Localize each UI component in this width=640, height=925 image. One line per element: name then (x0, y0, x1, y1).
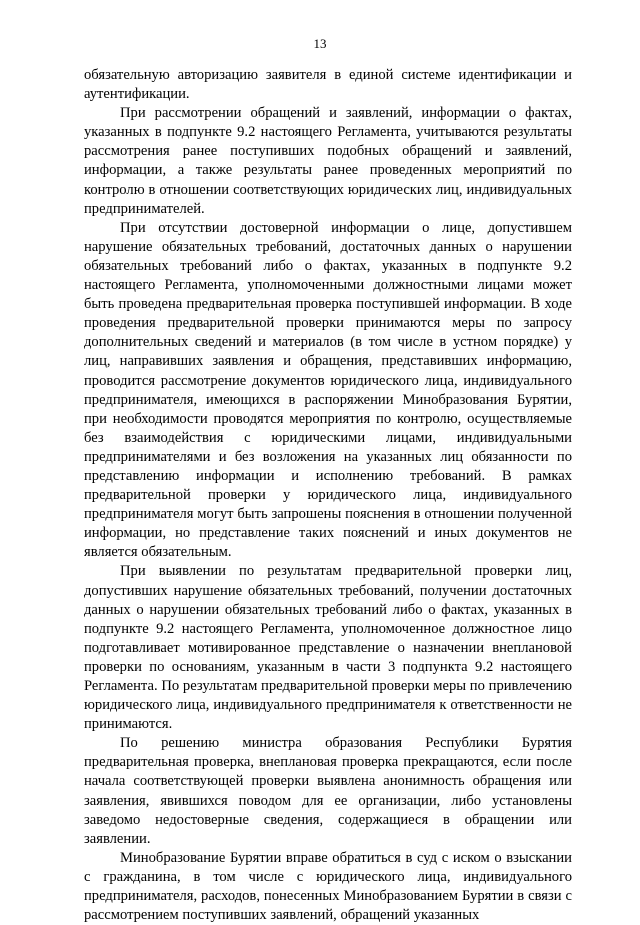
paragraph-continuation: обязательную авторизацию заявителя в единой системе идентификации и аутентификации. (84, 67, 572, 103)
page-number: 13 (313, 36, 327, 51)
body-text (84, 66, 572, 925)
paragraph: Минобразование Бурятии вправе обратиться в суд с иском о взыскании с гражданина, в том числе с юридического лица, индивидуального предпринимателя, расходов, понесенных Минобразованием Бурятии в связи с рассмотрением поступивших заявлений, обращений указанных (84, 849, 572, 924)
paragraph: При рассмотрении обращений и заявлений, информации о фактах, указанных в подпункте 9.2 настоящего Регламента, учитываются результаты рассмотрения ранее поступивших подобных обращений и заявлений, информации, а также результаты ранее проведенных мероприятий по контролю в отношении соответствующих юридических лиц, индивидуальных предпринимателей. (84, 105, 572, 217)
paragraph: При выявлении по результатам предварительной проверки лиц, допустивших нарушение обязательных требований, получении достаточных данных о нарушении обязательных требований либо о фактах, указанных в подпункте 9.2 настоящего Регламента, уполномоченное должностное лицо подготавливает мотивированное представление о назначении внеплановой проверки по основаниям, указанным в части 3 подпункта 9.2 настоящего Регламента. По результатам предварительной проверки меры по привлечению юридического лица, индивидуального предпринимателя к ответственности не принимаются. (84, 563, 572, 733)
paragraph: По решению министра образования Республики Бурятия предварительная проверка, внеплановая проверка прекращаются, если после начала соответствующей проверки выявлена анонимность обращения или заявления, явившихся поводом для ее организации, либо установлены заведомо недостоверные сведения, содержащиеся в обращении или заявлении. (84, 735, 572, 847)
paragraph: При отсутствии достоверной информации о лице, допустившем нарушение обязательных требований, достаточных данных о нарушении обязательных требований либо о фактах, указанных в подпункте 9.2 настоящего Регламента, уполномоченными должностными лицами может быть проведена предварительная проверка поступившей информации. В ходе проведения предварительной проверки принимаются меры по запросу дополнительных сведений и материалов (в том числе в устном порядке) у лиц, направивших заявления и обращения, представивших информацию, проводится рассмотрение документов юридического лица, индивидуального предпринимателя, имеющихся в распоряжении Минобразования Бурятии, при необходимости проводятся мероприятия по контролю, осуществляемые без взаимодействия с юридическими лицами, индивидуальными предпринимателями и без возложения на указанных лиц обязанности по представлению информации и исполнению требований. В рамках предварительной проверки у юридического лица, индивидуального предпринимателя могут быть запрошены пояснения в отношении полученной информации, но представление таких пояснений и иных документов не является обязательным. (84, 219, 572, 561)
